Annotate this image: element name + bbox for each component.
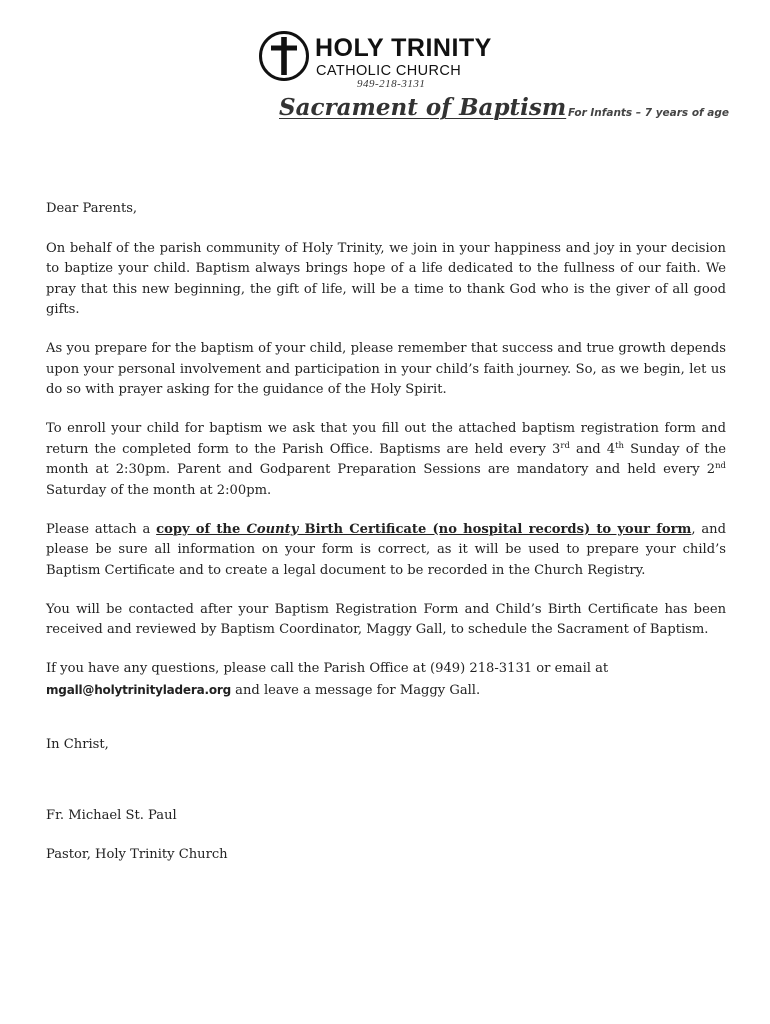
questions-lead: If you have any questions, please call the Parish Office at (949) 218-3131 or email at: [46, 661, 609, 676]
church-phone: 949-218-3131: [357, 78, 426, 90]
paragraph-intro: On behalf of the parish community of Holy Trinity, we join in your happiness and joy in your decision to baptize your child. Baptism always brings hope of a life dedicated to the fullness of our faith. We pray that this new beginning, the gift of life, will be a time to thank God who is the giver of all good gifts.: [46, 240, 726, 317]
questions-rest: and leave a message for Maggy Gall.: [231, 682, 481, 698]
paragraph-questions: [46, 659, 726, 701]
church-logo: [258, 30, 528, 92]
paragraph-enrollment: [46, 419, 726, 501]
document-title: Sacrament of Baptism: [279, 94, 567, 121]
paragraph-preparation: As you prepare for the baptism of your child, please remember that success and true growth depends upon your personal involvement and participation in your child’s faith journey. So, as we begin, let us do so with prayer asking for the guidance of the Holy Spirit.: [46, 341, 726, 397]
enroll-text-d: Saturday of the month at 2:00pm.: [46, 482, 272, 498]
enroll-text-b: and 4: [569, 441, 616, 457]
enroll-text-c: Sunday of the month at 2:30pm. Parent and Godparent Preparation Sessions are mandatory and held every 2: [46, 441, 726, 477]
signer-title: Pastor, Holy Trinity Church: [46, 846, 228, 862]
age-note: For Infants – 7 years of age: [568, 107, 730, 119]
letter-body: [46, 199, 726, 884]
church-type: CATHOLIC CHURCH: [316, 63, 462, 79]
county-word: County: [246, 521, 299, 537]
email-link[interactable]: mgall@holytrinityladera.org: [46, 682, 231, 697]
signer-name: Fr. Michael St. Paul: [46, 807, 177, 823]
paragraph-contact: You will be contacted after your Baptism Registration Form and Child’s Birth Certificate has been received and reviewed by Baptism Coordinator, Maggy Gall, to schedule the Sacrament of Baptism.: [46, 601, 726, 637]
ordinal-th: th: [615, 440, 625, 451]
paragraph-certificate: [46, 520, 726, 582]
enroll-text-a: To enroll your child for baptism we ask that you fill out the attached baptism registration form and return the completed form to the Parish Office. Baptisms are held every 3: [46, 421, 726, 457]
greeting: Dear Parents,: [46, 201, 138, 216]
church-name: HOLY TRINITY: [315, 34, 492, 62]
cross-icon: [258, 30, 310, 82]
ordinal-rd: rd: [560, 440, 570, 451]
ordinal-nd: nd: [715, 461, 726, 471]
certificate-rest: , and please be sure all information on your form is correct, as it will be used to prepare your child’s Baptism Certificate and to create a legal document to be recorded in the Church Registry.: [46, 521, 726, 578]
certificate-lead: Please attach a: [46, 521, 157, 537]
closing: In Christ,: [46, 737, 109, 752]
certificate-requirement: copy of the County Birth Certificate (no hospital records) to your form: [156, 521, 692, 537]
